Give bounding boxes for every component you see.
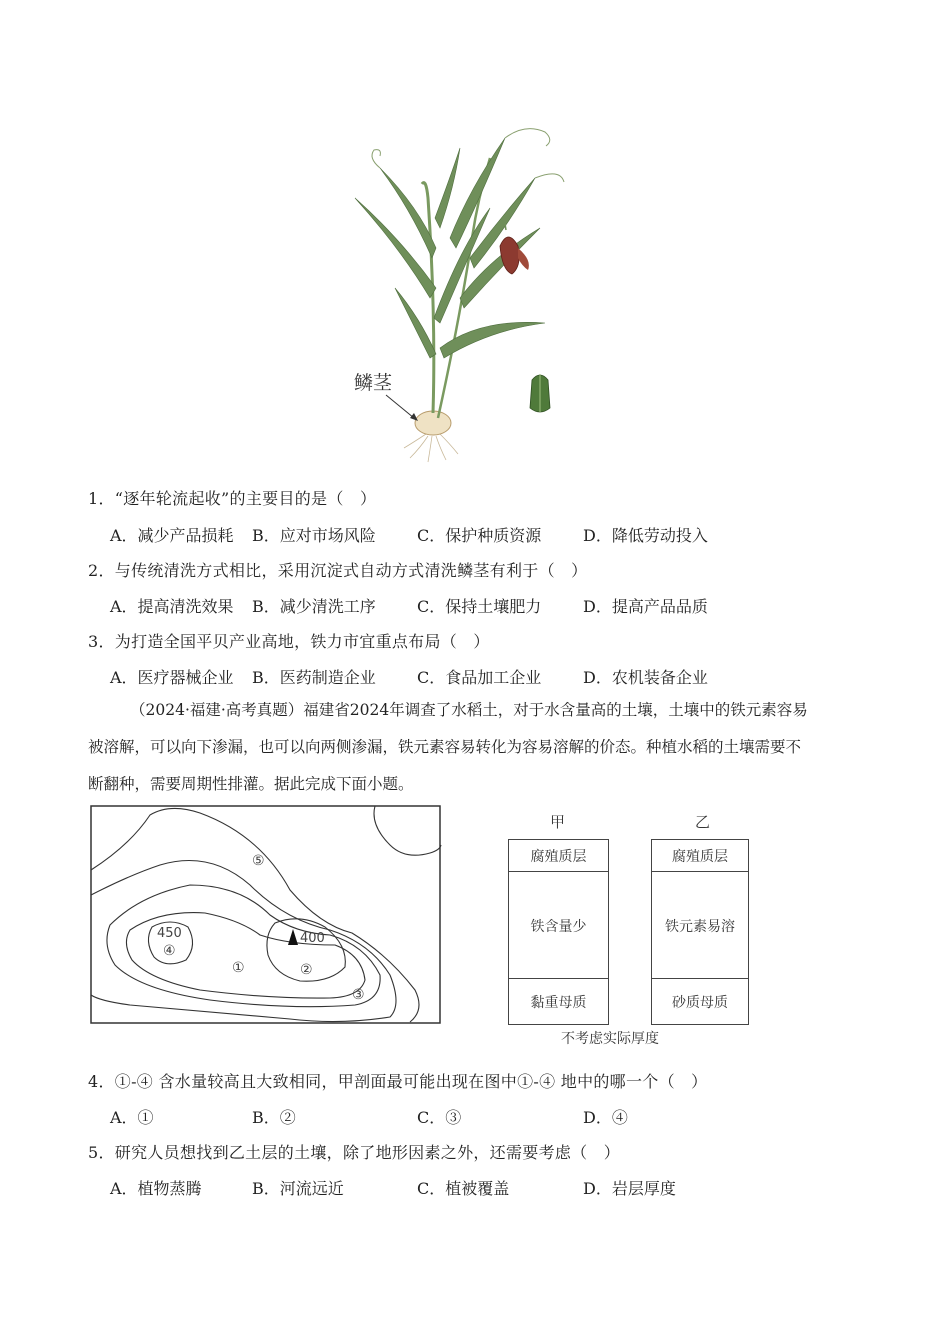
- bulb-label: 鳞茎: [354, 372, 393, 394]
- question-4: 4．①-④ 含水量较高且大致相同，甲剖面最可能出现在图中①-④ 地中的哪一个（ ）: [88, 1072, 708, 1091]
- contour-label-450: 450: [157, 926, 182, 941]
- q1-option-c: C．保护种质资源: [417, 526, 542, 545]
- profile-note: 不考虑实际厚度: [561, 1031, 659, 1047]
- q5-option-d: D．岩层厚度: [583, 1179, 676, 1198]
- q4-option-a: A．①: [110, 1108, 154, 1127]
- passage-line-3: 断翻种，需要周期性排灌。据此完成下面小题。: [88, 775, 414, 793]
- passage-line-2: 被溶解，可以向下渗漏，也可以向两侧渗漏，铁元素容易转化为容易溶解的价态。种植水稻的土壤需要不: [88, 738, 802, 756]
- yi-layer-parent: 砂质母质: [652, 978, 748, 1025]
- q2-option-d: D．提高产品品质: [583, 597, 708, 616]
- q2-option-b: B．减少清洗工序: [252, 597, 376, 616]
- profile-yi-title: 乙: [695, 813, 711, 831]
- profile-jia-title: 甲: [550, 813, 566, 831]
- profile-jia: [508, 839, 609, 1025]
- question-1: 1．“逐年轮流起收”的主要目的是（ ）: [88, 489, 377, 508]
- contour-map: [90, 805, 442, 1025]
- yi-layer-humus: 腐殖质层: [672, 848, 728, 865]
- profile-yi: [651, 839, 749, 1025]
- question-2: 2．与传统清洗方式相比，采用沉淀式自动方式清洗鳞茎有利于（ ）: [88, 561, 588, 580]
- flower: [500, 237, 519, 274]
- label-arrow: [386, 395, 414, 418]
- jia-layer-middle: 铁含量少: [509, 871, 608, 979]
- contour-label-400: 400: [300, 931, 325, 946]
- point-4: ④: [163, 943, 176, 959]
- point-1: ①: [232, 960, 245, 976]
- roots: [404, 434, 458, 462]
- point-3: ③: [352, 987, 365, 1003]
- point-5: ⑤: [252, 853, 265, 869]
- yi-layer-middle: 铁元素易溶: [652, 871, 748, 979]
- q4-option-d: D．④: [583, 1108, 628, 1127]
- q2-option-a: A．提高清洗效果: [110, 597, 234, 616]
- question-3: 3．为打造全国平贝产业高地，铁力市宜重点布局（ ）: [88, 632, 490, 651]
- q4-option-c: C．③: [417, 1108, 462, 1127]
- q3-option-d: D．农机装备企业: [583, 668, 708, 687]
- q1-option-d: D．降低劳动投入: [583, 526, 708, 545]
- q5-option-c: C．植被覆盖: [417, 1179, 510, 1198]
- q1-option-b: B．应对市场风险: [252, 526, 376, 545]
- jia-layer-parent: 黏重母质: [509, 978, 608, 1025]
- point-2: ②: [300, 962, 313, 978]
- q2-option-c: C．保持土壤肥力: [417, 597, 542, 616]
- passage-line-1: （2024·福建·高考真题）福建省2024年调查了水稻土，对于水含量高的土壤，土壤中的铁元素容易: [130, 701, 808, 719]
- q1-option-a: A．减少产品损耗: [110, 526, 234, 545]
- q5-option-b: B．河流远近: [252, 1179, 344, 1198]
- q3-option-b: B．医药制造企业: [252, 668, 376, 687]
- q5-option-a: A．植物蒸腾: [110, 1179, 202, 1198]
- plant-illustration: [340, 118, 570, 463]
- q4-option-b: B．②: [252, 1108, 296, 1127]
- jia-layer-humus: 腐殖质层: [530, 848, 587, 865]
- question-5: 5．研究人员想找到乙土层的土壤，除了地形因素之外，还需要考虑（ ）: [88, 1143, 621, 1162]
- passage: [88, 692, 868, 803]
- bulb: [415, 411, 451, 435]
- q3-option-a: A．医疗器械企业: [110, 668, 234, 687]
- q3-option-c: C．食品加工企业: [417, 668, 542, 687]
